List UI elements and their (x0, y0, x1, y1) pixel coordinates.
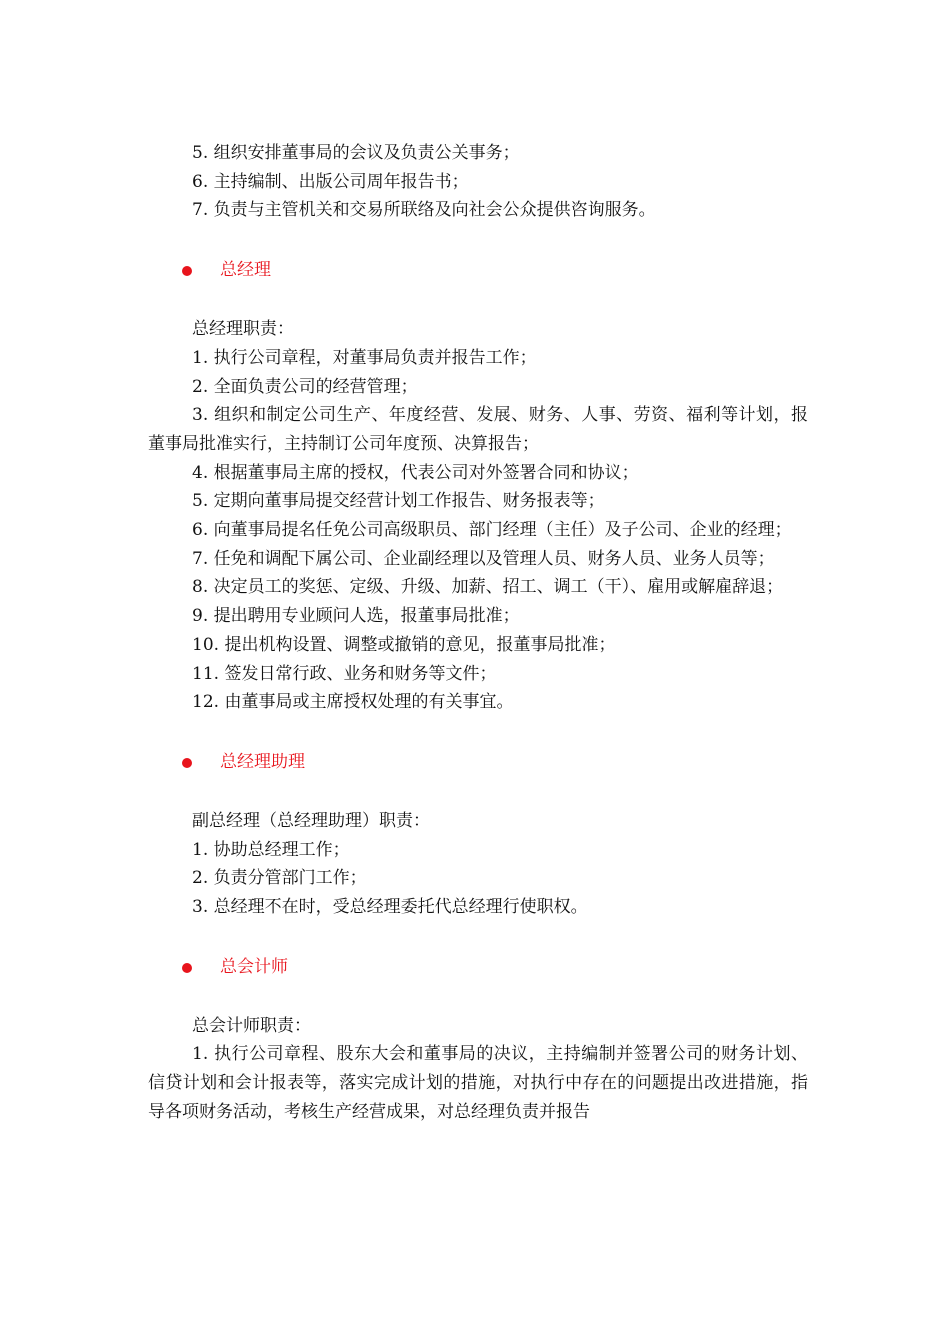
list-item: 4. 根据董事局主席的授权，代表公司对外签署合同和协议； (192, 462, 639, 483)
list-item: 5. 定期向董事局提交经营计划工作报告、财务报表等； (192, 491, 605, 512)
list-item: 7. 任免和调配下属公司、企业副经理以及管理人员、财务人员、业务人员等； (192, 548, 775, 569)
list-item: 2. 负责分管部门工作； (192, 868, 367, 889)
section-subtitle: 副总经理（总经理助理）职责： (192, 810, 430, 831)
section-heading-chief-accountant: 总会计师 (148, 952, 808, 982)
section-subtitle: 总会计师职责： (192, 1015, 311, 1036)
list-item: 1. 执行公司章程、股东大会和董事局的决议，主持编制并签署公司的财务计划、信贷计划和会计报表等，落实完成计划的措施，对执行中存在的问题提出改进措施，指导各项财务活动，考核生产经营成果，对总经理负责并报告 (148, 1044, 808, 1122)
bullet-icon (182, 758, 192, 768)
accountant-duties-list (148, 1040, 808, 1126)
list-item: 3. 组织和制定公司生产、年度经营、发展、财务、人事、劳资、福利等计划，报董事局批准实行，主持制订公司年度预、决算报告； (148, 405, 808, 454)
section-heading-gm-assistant: 总经理助理 (148, 747, 808, 777)
section-subtitle: 总经理职责： (192, 319, 294, 340)
list-item: 11. 签发日常行政、业务和财务等文件； (192, 663, 497, 684)
bullet-icon (182, 266, 192, 276)
list-item: 1. 执行公司章程，对董事局负责并报告工作； (192, 347, 537, 368)
document-body (148, 139, 808, 1127)
secretary-duties-list (148, 139, 808, 225)
section-heading-general-manager: 总经理 (148, 255, 808, 285)
list-item: 8. 决定员工的奖惩、定级、升级、加薪、招工、调工（干）、雇用或解雇辞退； (192, 577, 784, 598)
list-item: 9. 提出聘用专业顾问人选，报董事局批准； (192, 606, 520, 627)
list-item: 6. 向董事局提名任免公司高级职员、部门经理（主任）及子公司、企业的经理； (192, 520, 792, 541)
list-item: 12. 由董事局或主席授权处理的有关事宜。 (192, 692, 514, 713)
list-item: 3. 总经理不在时，受总经理委托代总经理行使职权。 (192, 897, 588, 918)
gm-duties-list (148, 344, 808, 717)
list-item: 6. 主持编制、出版公司周年报告书； (192, 171, 469, 192)
list-item: 2. 全面负责公司的经营管理； (192, 376, 418, 397)
list-item: 7. 负责与主管机关和交易所联络及向社会公众提供咨询服务。 (192, 200, 656, 221)
assistant-duties-list (148, 836, 808, 922)
list-item: 5. 组织安排董事局的会议及负责公关事务； (192, 143, 520, 163)
list-item: 10. 提出机构设置、调整或撤销的意见，报董事局批准； (192, 634, 616, 655)
list-item: 1. 协助总经理工作； (192, 839, 350, 860)
bullet-icon (182, 963, 192, 973)
